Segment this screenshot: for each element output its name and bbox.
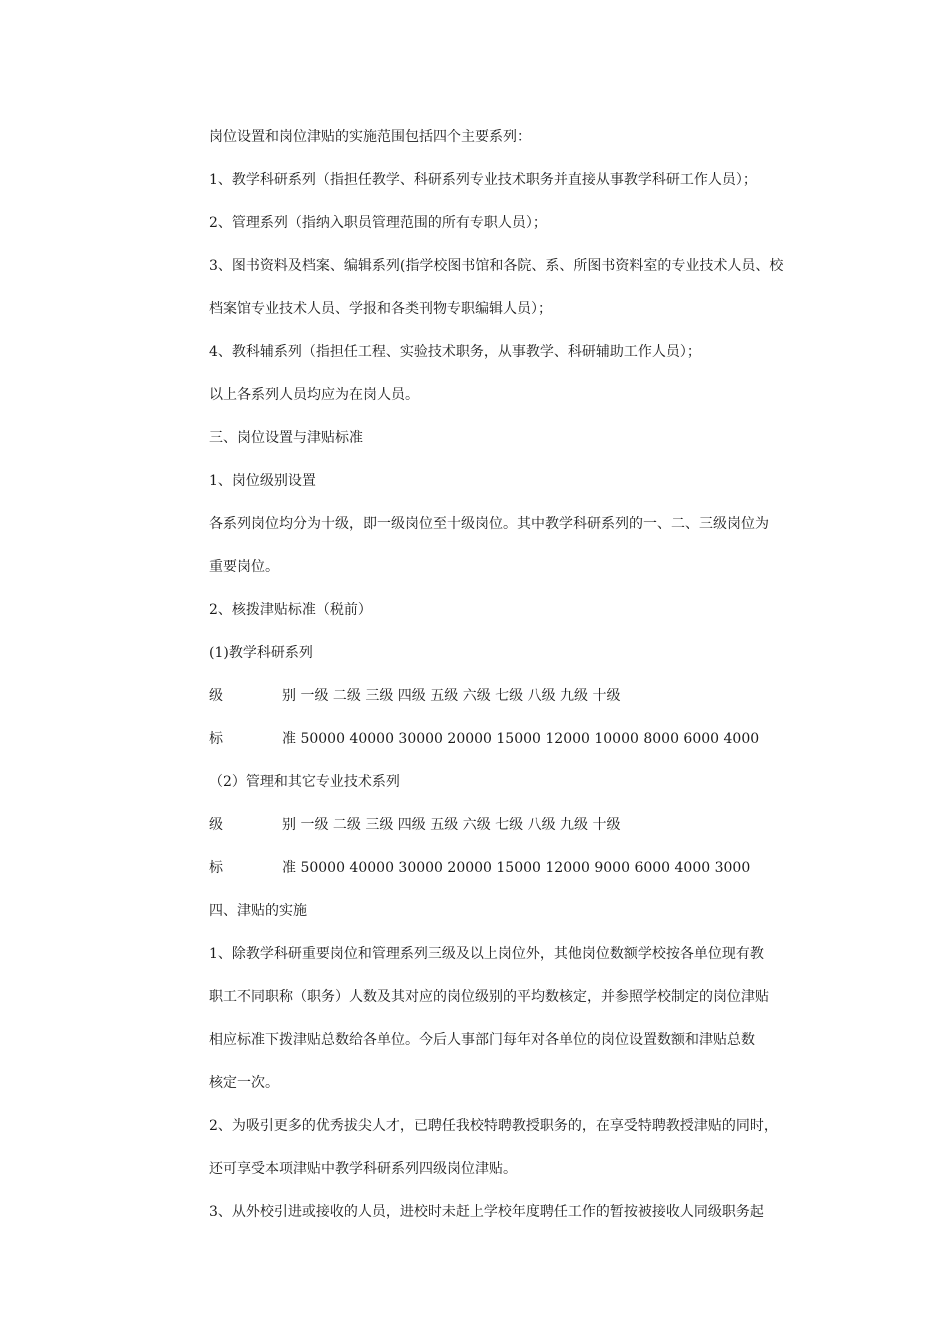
table-cell: 标 — [209, 731, 223, 747]
table-cell: 准 50000 40000 30000 20000 15000 12000 10000 8000 6000 4000 — [282, 731, 760, 747]
table-cell: 别 一级 二级 三级 四级 五级 六级 七级 八级 九级 十级 — [282, 817, 621, 833]
table-2-row-standard — [209, 859, 774, 902]
table-1-title: (1)教学科研系列 — [209, 645, 313, 661]
series-item-2: 2、管理系列（指纳入职员管理范围的所有专职人员）； — [209, 215, 547, 231]
section-4-para-1-cont: 职工不同职称（职务）人数及其对应的岗位级别的平均数核定，并参照学校制定的岗位津贴 — [209, 989, 769, 1005]
section-3-heading: 三、岗位设置与津贴标准 — [209, 430, 363, 446]
table-cell: 级 — [209, 817, 223, 833]
note-line: 以上各系列人员均应为在岗人员。 — [209, 387, 419, 403]
section-4-para-1: 1、除教学科研重要岗位和管理系列三级及以上岗位外，其他岗位数额学校按各单位现有教 — [209, 946, 764, 962]
section-4-para-1-cont: 相应标准下拨津贴总数给各单位。今后人事部门每年对各单位的岗位设置数额和津贴总数 — [209, 1032, 755, 1048]
table-cell: 标 — [209, 860, 223, 876]
section-4-para-3: 3、从外校引进或接收的人员，进校时未赶上学校年度聘任工作的暂按被接收人同级职务起 — [209, 1204, 764, 1220]
section-4-para-1-cont: 核定一次。 — [209, 1075, 279, 1091]
table-2-row-level — [209, 816, 774, 859]
section-4-para-2-cont: 还可享受本项津贴中教学科研系列四级岗位津贴。 — [209, 1161, 517, 1177]
document-body — [209, 128, 784, 1246]
table-1-row-standard — [209, 730, 774, 773]
intro-line: 岗位设置和岗位津贴的实施范围包括四个主要系列： — [209, 129, 531, 145]
section-4-heading: 四、津贴的实施 — [209, 903, 307, 919]
section-3-1-heading: 1、岗位级别设置 — [209, 473, 316, 489]
series-item-3-cont: 档案馆专业技术人员、学报和各类刊物专职编辑人员）； — [209, 301, 552, 317]
section-4-para-2: 2、为吸引更多的优秀拔尖人才，已聘任我校特聘教授职务的，在享受特聘教授津贴的同时， — [209, 1118, 778, 1134]
table-cell: 准 50000 40000 30000 20000 15000 12000 9000 6000 4000 3000 — [282, 860, 751, 876]
section-3-1-para: 各系列岗位均分为十级，即一级岗位至十级岗位。其中教学科研系列的一、二、三级岗位为 — [209, 516, 769, 532]
table-1-row-level — [209, 687, 774, 730]
series-item-1: 1、教学科研系列（指担任教学、科研系列专业技术职务并直接从事教学科研工作人员）； — [209, 172, 757, 188]
table-2-title: （2）管理和其它专业技术系列 — [209, 774, 400, 790]
table-cell: 别 一级 二级 三级 四级 五级 六级 七级 八级 九级 十级 — [282, 688, 621, 704]
section-3-2-heading: 2、核拨津贴标准（税前） — [209, 602, 372, 618]
section-3-1-para-cont: 重要岗位。 — [209, 559, 279, 575]
series-item-4: 4、教科辅系列（指担任工程、实验技术职务，从事教学、科研辅助工作人员）； — [209, 344, 701, 360]
table-cell: 级 — [209, 688, 223, 704]
series-item-3: 3、图书资料及档案、编辑系列(指学校图书馆和各院、系、所图书资料室的专业技术人员、校 — [209, 258, 784, 274]
